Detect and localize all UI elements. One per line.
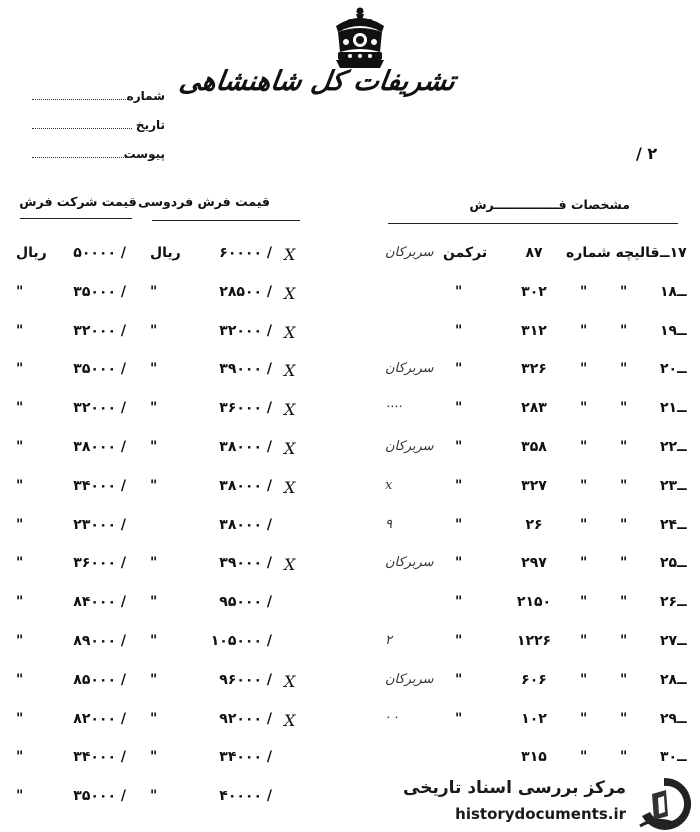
meta-line-attachment — [32, 156, 132, 158]
ferdowsi-price: ۱۰۵۰۰۰ / — [210, 633, 272, 649]
row-number: ۱۷ــ — [660, 245, 687, 261]
carpet-number: ۸۷ — [525, 245, 543, 261]
company-price: ۳۵۰۰۰ / — [73, 788, 126, 805]
carpet-type: " — [620, 516, 628, 533]
watermark-site: historydocuments.ir — [455, 805, 626, 823]
company-price: ۳۲۰۰۰ / — [73, 322, 126, 339]
row-number: ــ۲۵ — [660, 555, 687, 572]
carpet-number: ۳۱۲ — [521, 322, 547, 339]
carpet-description: " — [455, 283, 463, 300]
ferdowsi-price-unit: " — [150, 477, 158, 494]
ferdowsi-price: ۳۸۰۰۰ / — [219, 439, 272, 455]
column-header-ferdowsi-price: قیمت فرش فردوسی — [138, 194, 270, 209]
carpet-description: " — [455, 710, 463, 727]
carpet-description: " — [455, 322, 463, 339]
meta-line-date — [32, 127, 132, 129]
carpet-type-ditto: " — [580, 400, 588, 417]
watermark-title: مرکز بررسی اسناد تاریخی — [403, 778, 626, 798]
archive-logo-icon — [636, 776, 692, 830]
row-number: ــ۳۰ — [660, 749, 687, 766]
check-mark: X — [284, 361, 296, 381]
handwritten-note: سربركان — [385, 361, 434, 377]
carpet-description: " — [455, 555, 463, 572]
handwritten-note: سربركان — [385, 245, 434, 260]
carpet-description: " — [455, 633, 463, 649]
row-number: ــ۱۸ — [660, 283, 687, 300]
ferdowsi-price: ۹۶۰۰۰ / — [219, 671, 272, 688]
company-price-unit: " — [16, 633, 24, 649]
ferdowsi-price-unit: " — [150, 555, 158, 572]
meta-line-number — [32, 98, 132, 100]
company-price-unit: " — [16, 555, 24, 572]
company-price: ۳۵۰۰۰ / — [73, 361, 126, 378]
carpet-description: " — [455, 400, 463, 417]
ferdowsi-price-unit: " — [150, 671, 158, 688]
carpet-description: " — [455, 361, 463, 378]
handwritten-note: سربركان — [385, 671, 434, 687]
carpet-type-ditto: " — [580, 671, 588, 688]
carpet-type: " — [620, 710, 628, 727]
company-price: ۸۴۰۰۰ / — [73, 594, 126, 611]
ferdowsi-price: ۳۸۰۰۰ / — [219, 516, 272, 533]
handwritten-note: ‧‧‧‧ — [385, 400, 402, 416]
check-mark: X — [284, 439, 296, 458]
carpet-type-ditto: " — [580, 555, 588, 572]
company-price: ۳۴۰۰۰ / — [73, 749, 126, 766]
company-price: ۳۵۰۰۰ / — [73, 283, 126, 300]
company-price: ۸۹۰۰۰ / — [73, 633, 126, 649]
company-price-unit: " — [16, 788, 24, 805]
column-header-carpet-spec: مشخصات فـــــــــــــــرش — [469, 197, 630, 212]
carpet-description: " — [455, 439, 463, 455]
meta-label-number: شماره — [126, 89, 165, 103]
carpet-type: " — [620, 322, 628, 339]
carpet-type: قالیچه شماره — [566, 245, 660, 261]
check-mark: X — [284, 710, 296, 730]
carpet-type: " — [620, 633, 628, 649]
carpet-type-ditto: " — [580, 749, 588, 766]
page-number: / ۲ — [636, 144, 658, 163]
company-price: ۳۲۰۰۰ / — [73, 400, 126, 417]
ferdowsi-price-unit: ریال — [150, 245, 181, 261]
ferdowsi-price: ۳۹۰۰۰ / — [219, 555, 272, 572]
check-mark: X — [284, 245, 296, 264]
handwritten-note: ۲ — [385, 633, 392, 648]
check-mark: X — [284, 477, 296, 497]
carpet-type-ditto: " — [580, 633, 588, 649]
column-header-company-price: قیمت شرکت فرش — [19, 194, 137, 209]
ferdowsi-price: ۳۹۰۰۰ / — [219, 361, 272, 378]
carpet-description: " — [455, 477, 463, 494]
ferdowsi-price: ۳۸۰۰۰ / — [219, 477, 272, 494]
carpet-type-ditto: " — [580, 439, 588, 455]
carpet-number: ۳۲۷ — [521, 477, 547, 494]
ferdowsi-price-unit: " — [150, 322, 158, 339]
company-price-unit: " — [16, 361, 24, 378]
row-number: ــ۲۳ — [660, 477, 687, 494]
company-price-unit: " — [16, 516, 24, 533]
ferdowsi-price-unit: " — [150, 749, 158, 766]
carpet-type: " — [620, 439, 628, 455]
carpet-number: ۱۲۲۶ — [516, 633, 552, 649]
ferdowsi-price: ۶۰۰۰۰ / — [219, 245, 272, 261]
company-price-unit: " — [16, 477, 24, 494]
carpet-type: " — [620, 555, 628, 572]
company-price: ۳۸۰۰۰ / — [73, 439, 126, 455]
ferdowsi-price: ۳۴۰۰۰ / — [219, 749, 272, 766]
company-price-unit: " — [16, 439, 24, 455]
company-price: ۳۶۰۰۰ / — [73, 555, 126, 572]
check-mark: X — [284, 322, 296, 342]
meta-label-attachment: پیوست — [123, 147, 165, 161]
ferdowsi-price-unit: " — [150, 283, 158, 300]
header-underline-spec — [388, 223, 678, 224]
company-price: ۸۵۰۰۰ / — [73, 671, 126, 688]
carpet-number: ۳۲۶ — [521, 361, 547, 378]
ferdowsi-price: ۹۵۰۰۰ / — [219, 594, 272, 611]
carpet-type-ditto: " — [580, 710, 588, 727]
handwritten-note: سربركان — [385, 555, 434, 571]
header-underline-ferdowsi — [152, 220, 300, 221]
carpet-number: ۳۰۲ — [521, 283, 547, 300]
check-mark: X — [284, 555, 296, 575]
carpet-type-ditto: " — [580, 594, 588, 611]
ferdowsi-price-unit: " — [150, 361, 158, 378]
carpet-type-ditto: " — [580, 283, 588, 300]
carpet-number: ۲۸۳ — [521, 400, 547, 417]
ferdowsi-price: ۹۲۰۰۰ / — [219, 710, 272, 727]
row-number: ــ۲۲ — [660, 439, 687, 455]
carpet-type-ditto: " — [580, 361, 588, 378]
carpet-type-ditto: " — [580, 516, 588, 533]
ferdowsi-price-unit: " — [150, 633, 158, 649]
carpet-number: ۲۹۷ — [521, 555, 547, 572]
company-price: ۸۲۰۰۰ / — [73, 710, 126, 727]
company-price-unit: " — [16, 671, 24, 688]
check-mark: X — [284, 283, 296, 303]
carpet-description: " — [455, 516, 463, 533]
carpet-number: ۶۰۶ — [521, 671, 547, 688]
company-price-unit: " — [16, 400, 24, 417]
ferdowsi-price-unit: " — [150, 788, 158, 805]
carpet-type: " — [620, 283, 628, 300]
header-underline-company — [20, 218, 132, 219]
company-price-unit: " — [16, 710, 24, 727]
office-title: تشریفات کل شاهنشاهی — [177, 66, 458, 97]
carpet-type-ditto: " — [580, 477, 588, 494]
carpet-number: ۱۰۲ — [521, 710, 547, 727]
handwritten-note: سربركان — [385, 439, 434, 454]
ferdowsi-price-unit: " — [150, 400, 158, 417]
carpet-number: ۳۱۵ — [521, 749, 547, 766]
crown-emblem-icon — [326, 6, 394, 72]
ferdowsi-price: ۲۸۵۰۰ / — [219, 283, 272, 300]
ferdowsi-price: ۳۶۰۰۰ / — [219, 400, 272, 417]
company-price-unit: " — [16, 322, 24, 339]
carpet-type-ditto: " — [580, 322, 588, 339]
ferdowsi-price: ۴۰۰۰۰ / — [219, 788, 272, 805]
carpet-type: " — [620, 671, 628, 688]
carpet-number: ۲۶ — [525, 516, 543, 533]
carpet-description: " — [455, 594, 463, 611]
company-price-unit: " — [16, 283, 24, 300]
carpet-type: " — [620, 749, 628, 766]
carpet-number: ۳۵۸ — [521, 439, 547, 455]
check-mark: X — [284, 400, 296, 420]
carpet-type: " — [620, 594, 628, 611]
row-number: ــ۲۴ — [660, 516, 687, 533]
carpet-description: ترکمن — [443, 245, 488, 261]
handwritten-note: ‧ ‧ — [385, 710, 398, 726]
ferdowsi-price-unit: " — [150, 439, 158, 455]
ferdowsi-price-unit: " — [150, 710, 158, 727]
handwritten-note: ۹ — [385, 516, 392, 532]
archive-watermark — [403, 772, 698, 832]
row-number: ــ۲۹ — [660, 710, 687, 727]
row-number: ــ۲۰ — [660, 361, 687, 378]
row-number: ــ۲۷ — [660, 633, 687, 649]
carpet-type: " — [620, 361, 628, 378]
ferdowsi-price-unit: " — [150, 594, 158, 611]
check-mark: X — [284, 671, 296, 691]
company-price-unit: " — [16, 594, 24, 611]
carpet-type: " — [620, 400, 628, 417]
ferdowsi-price: ۳۲۰۰۰ / — [219, 322, 272, 339]
row-number: ــ۱۹ — [660, 322, 687, 339]
carpet-description: " — [455, 671, 463, 688]
handwritten-note: x — [385, 477, 393, 493]
row-number: ــ۲۸ — [660, 671, 687, 688]
company-price-unit: " — [16, 749, 24, 766]
carpet-number: ۲۱۵۰ — [516, 594, 552, 611]
meta-label-date: تاریخ — [135, 118, 165, 132]
row-number: ــ۲۱ — [660, 400, 687, 417]
company-price: ۲۳۰۰۰ / — [73, 516, 126, 533]
company-price-unit: ریال — [16, 245, 47, 261]
company-price: ۳۴۰۰۰ / — [73, 477, 126, 494]
carpet-type: " — [620, 477, 628, 494]
company-price: ۵۰۰۰۰ / — [73, 245, 126, 261]
row-number: ــ۲۶ — [660, 594, 687, 611]
